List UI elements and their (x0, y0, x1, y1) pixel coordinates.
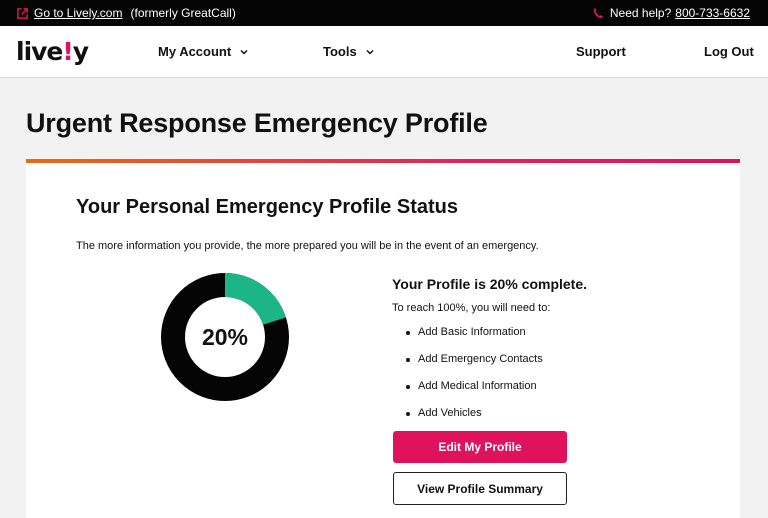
list-item: Add Vehicles (406, 400, 543, 427)
card-title: Your Personal Emergency Profile Status (76, 196, 458, 218)
formerly-text: (formerly GreatCall) (130, 6, 236, 20)
external-link-icon (16, 7, 29, 20)
bullet-icon (406, 412, 410, 416)
edit-profile-button[interactable]: Edit My Profile (393, 431, 567, 463)
nav-my-account-label: My Account (158, 44, 232, 59)
reach-text: To reach 100%, you will need to: (392, 302, 551, 314)
bullet-icon (406, 385, 410, 389)
lively-logo[interactable]: live!y (16, 37, 89, 66)
nav-tools[interactable] (323, 44, 375, 59)
card-intro: The more information you provide, the more prepared you will be in the event of an emergency. (76, 240, 539, 252)
top-bar (0, 0, 768, 26)
phone-icon (592, 7, 604, 19)
list-item: Add Emergency Contacts (406, 346, 543, 373)
view-profile-summary-button[interactable]: View Profile Summary (393, 472, 567, 505)
chevron-down-icon (239, 47, 249, 57)
list-item: Add Medical Information (406, 373, 543, 400)
phone-number-link[interactable]: 800-733-6632 (675, 6, 750, 20)
profile-status-card (26, 163, 740, 518)
nav-my-account[interactable] (158, 44, 249, 59)
nav-support[interactable]: Support (576, 44, 626, 59)
go-to-lively-link[interactable]: Go to Lively.com (34, 6, 123, 20)
main-nav (0, 26, 768, 78)
chevron-down-icon (365, 47, 375, 57)
nav-log-out[interactable]: Log Out (704, 44, 754, 59)
bullet-icon (406, 358, 410, 362)
list-item: Add Basic Information (406, 319, 543, 346)
need-help-text: Need help? (609, 6, 672, 20)
page-title: Urgent Response Emergency Profile (26, 108, 488, 138)
profile-status-title: Your Profile is 20% complete. (392, 276, 588, 292)
help-group (592, 6, 750, 20)
lively-link-group (16, 6, 236, 20)
todo-list (406, 319, 543, 427)
nav-tools-label: Tools (323, 44, 357, 59)
progress-percent: 20% (201, 323, 249, 350)
bullet-icon (406, 331, 410, 335)
